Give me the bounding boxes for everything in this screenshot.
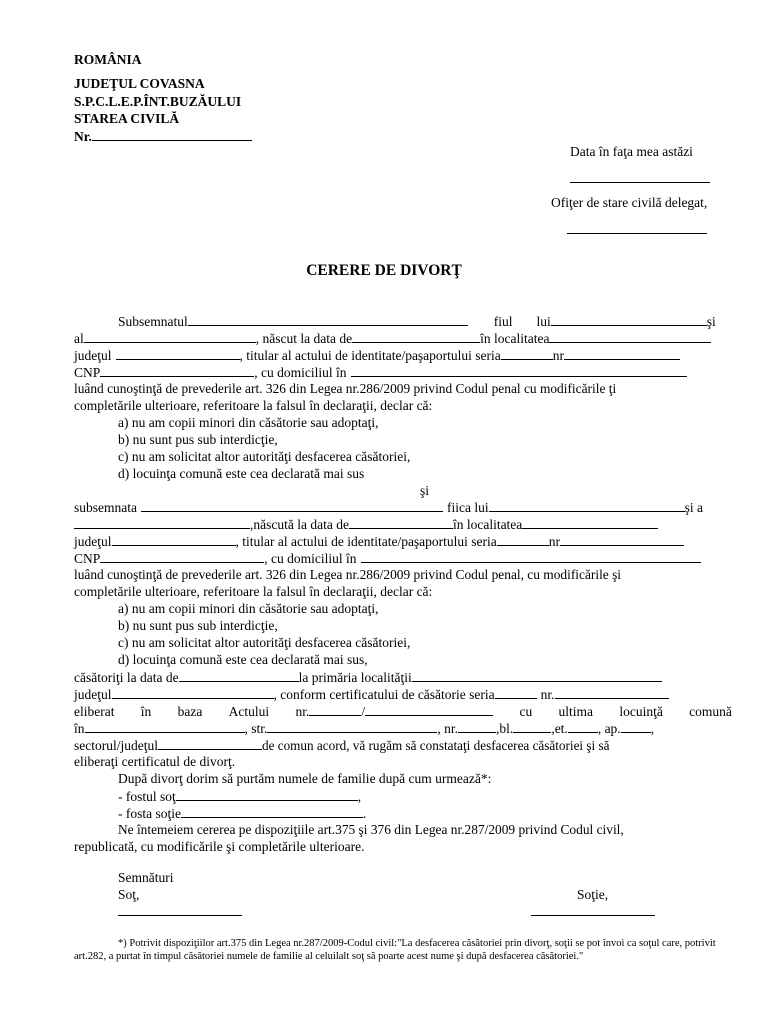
date-field[interactable] <box>570 181 710 183</box>
husband-item-b: b) nu sunt pus sub interdicţie, <box>118 432 278 447</box>
husband-signature-field[interactable] <box>118 914 242 916</box>
nr-label: Nr. <box>74 129 92 144</box>
former-wife-line: - fosta soţie . <box>118 806 367 821</box>
husband-item-d: d) locuinţa comună este cea declarată mai sus <box>118 466 365 481</box>
marriage-county-field[interactable] <box>112 686 274 699</box>
former-husband-name-field[interactable] <box>176 788 358 801</box>
nr-field[interactable] <box>92 128 252 141</box>
husband-line-4: CNP , cu domiciliul în <box>74 364 732 381</box>
husband-line-2: al , născut la data de în localitatea <box>74 330 732 347</box>
common-address-locality-field[interactable] <box>85 720 245 733</box>
wife-line-5: luând cunoştinţă de prevederile art. 326 din Legea nr.286/2009 privind Codul penal, cu modificările şi <box>74 567 622 582</box>
wife-father-field[interactable] <box>489 499 685 512</box>
header-county: JUDEŢUL COVASNA <box>74 76 205 91</box>
husband-line-1: Subsemnatul fiul lui şi <box>118 314 716 329</box>
former-husband-line: - fostul soţ , <box>118 789 362 804</box>
marriage-date-field[interactable] <box>179 669 299 682</box>
husband-item-a: a) nu am copii minori din căsătorie sau adoptaţi, <box>118 415 379 430</box>
marriage-line-1: căsătoriţi la data de la primăria localităţii <box>74 669 732 686</box>
husband-birth-place-field[interactable] <box>549 330 711 343</box>
wife-item-b: b) nu sunt pus sub interdicţie, <box>118 618 278 633</box>
husband-county-field[interactable] <box>116 347 240 360</box>
and-separator: şi <box>420 483 430 498</box>
husband-line-5: luând cunoştinţă de prevederile art. 326 din Legea nr.286/2009 privind Codul penal cu modificările ţi <box>74 381 617 396</box>
husband-cnp-field[interactable] <box>100 364 254 377</box>
wife-item-c: c) nu am solicitat altor autorităţi desfacerea căsătoriei, <box>118 635 411 650</box>
officer-signature-field[interactable] <box>567 232 707 234</box>
header-department: STAREA CIVILĂ <box>74 111 180 126</box>
former-wife-name-field[interactable] <box>181 805 363 818</box>
common-address-block-field[interactable] <box>513 720 551 733</box>
common-address-street-field[interactable] <box>267 720 437 733</box>
wife-birth-date-field[interactable] <box>349 516 453 529</box>
husband-signature-label: Soţ, <box>118 887 140 902</box>
header-registration-number <box>74 128 252 145</box>
husband-birth-date-field[interactable] <box>352 330 480 343</box>
certificate-number-field[interactable] <box>555 686 669 699</box>
certificate-series-field[interactable] <box>495 686 537 699</box>
officer-label: Ofiţer de stare civilă delegat, <box>551 195 708 210</box>
wife-item-d: d) locuinţa comună este cea declarată mai sus, <box>118 652 368 667</box>
wife-signature-label: Soţie, <box>577 887 609 902</box>
marriage-line-2: judeţul , conform certificatului de căsătorie seria nr. <box>74 686 732 703</box>
wife-line-4: CNP , cu domiciliul în <box>74 550 732 567</box>
names-intro: După divorţ dorim să purtăm numele de familie după cum urmează*: <box>118 771 492 786</box>
husband-item-c: c) nu am solicitat altor autorităţi desfacerea căsătoriei, <box>118 449 411 464</box>
marriage-locality-field[interactable] <box>412 669 662 682</box>
header-country: ROMÂNIA <box>74 52 142 67</box>
common-address-county-field[interactable] <box>158 737 262 750</box>
header-office: S.P.C.L.E.P.ÎNT.BUZĂULUI <box>74 94 242 109</box>
wife-id-series-field[interactable] <box>497 533 549 546</box>
husband-mother-field[interactable] <box>84 330 256 343</box>
marriage-line-4: în , str. , nr. ,bl. ,et. , ap. , <box>74 721 655 736</box>
document-title: CERERE DE DIVORŢ <box>306 262 462 279</box>
husband-id-series-field[interactable] <box>501 347 553 360</box>
wife-line-2: ,născută la data de în localitatea <box>74 516 732 533</box>
husband-line-6: completările ulterioare, referitoare la falsul în declaraţii, declar că: <box>74 398 433 413</box>
wife-name-field[interactable] <box>141 499 443 512</box>
legal-basis-line-2: republicată, cu modificările şi completările ulterioare. <box>74 839 365 854</box>
footnote: *) Potrivit dispoziţiilor art.375 din Legea nr.287/2009-Codul civil:"La desfacerea căsătoriei prin divorţ, soţii se pot învoi ca soţul care, potrivit art.282, a purtat în timpul căsătoriei numele de familie al celuilalt soţ să poarte acest nume şi după desfacerea căsătoriei." <box>74 938 716 962</box>
wife-address-field[interactable] <box>361 550 701 563</box>
signatures-label: Semnături <box>118 870 174 885</box>
husband-father-field[interactable] <box>551 313 707 326</box>
husband-id-number-field[interactable] <box>564 347 680 360</box>
date-label: Data în faţa mea astăzi <box>570 144 693 159</box>
husband-line-3: judeţul , titular al actului de identitate/paşaportului seria nr <box>74 347 732 364</box>
wife-birth-place-field[interactable] <box>522 516 658 529</box>
husband-address-field[interactable] <box>351 364 687 377</box>
husband-name-field[interactable] <box>188 313 468 326</box>
legal-basis-line-1: Ne întemeiem cererea pe dispoziţiile art.375 şi 376 din Legea nr.287/2009 privind Codul civil, <box>118 822 624 837</box>
act-year-field[interactable] <box>365 703 493 716</box>
wife-line-1: subsemnata fiica lui şi a <box>74 500 703 515</box>
marriage-line-3: eliberat în baza Actului nr. / cu ultima locuinţă comună <box>74 704 732 719</box>
wife-id-number-field[interactable] <box>560 533 684 546</box>
wife-county-field[interactable] <box>112 533 236 546</box>
common-address-number-field[interactable] <box>458 720 496 733</box>
wife-line-3: judeţul , titular al actului de identitate/paşaportului seria nr <box>74 533 732 550</box>
marriage-line-6: eliberaţi certificatul de divorţ. <box>74 754 236 769</box>
common-address-apartment-field[interactable] <box>621 720 651 733</box>
wife-line-6: completările ulterioare, referitoare la falsul în declaraţii, declar că: <box>74 584 433 599</box>
wife-mother-field[interactable] <box>74 516 250 529</box>
act-number-field[interactable] <box>309 703 361 716</box>
common-address-floor-field[interactable] <box>568 720 598 733</box>
wife-signature-field[interactable] <box>531 914 655 916</box>
wife-item-a: a) nu am copii minori din căsătorie sau adoptaţi, <box>118 601 379 616</box>
marriage-line-5: sectorul/judeţul de comun acord, vă rugăm să constataţi desfacerea căsătoriei şi să <box>74 738 610 753</box>
wife-cnp-field[interactable] <box>100 550 264 563</box>
